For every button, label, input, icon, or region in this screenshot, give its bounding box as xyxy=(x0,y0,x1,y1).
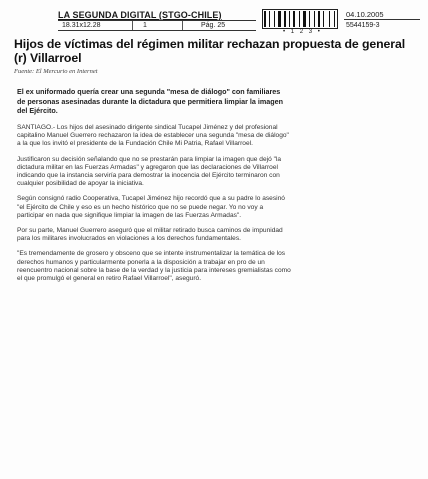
barcode-stripe xyxy=(287,11,288,27)
barcode-stripe xyxy=(274,11,275,27)
barcode-stripe xyxy=(301,11,302,27)
barcode-stripe xyxy=(334,11,335,27)
article-paragraph: Justificaron su decisión señalando que no se prestarán para limpiar la imagen que dejó "la dictadura militar en las Fuerzas Armadas" y agregaron que las declaraciones de Villarroel indicando que la instancia serviría para demostrar la inocencia del Ejército terminaron con cualquier posibilidad de apoyar la iniciativa. xyxy=(17,155,282,188)
barcode-stripe xyxy=(289,11,290,27)
article-headline: Hijos de víctimas del régimen militar rechazan propuesta de general (r) Villarroel xyxy=(14,37,406,65)
barcode-stripe xyxy=(269,11,270,27)
article-body xyxy=(17,124,292,290)
barcode-stripe xyxy=(329,11,330,27)
barcode-stripe xyxy=(318,11,320,27)
publication-name: LA SEGUNDA DIGITAL (STGO-CHILE) xyxy=(58,10,256,21)
clipping-meta-row xyxy=(58,21,256,31)
barcode-stripe xyxy=(316,11,317,27)
barcode-stripe xyxy=(314,11,315,27)
article-source: Fuente: El Mercurio en Internet xyxy=(14,68,98,75)
barcode-stripe xyxy=(323,11,324,27)
article-lead: El ex uniformado quería crear una segunda "mesa de diálogo" con familiares de personas asesinadas durante la dictadura que permitiera limpiar la imagen del Ejército. xyxy=(17,87,284,115)
barcode-stripe xyxy=(291,11,292,27)
barcode-icon xyxy=(262,9,338,29)
barcode-stripe xyxy=(271,11,273,27)
barcode-stripe xyxy=(299,11,300,27)
section-number: 1 xyxy=(132,21,182,30)
article-paragraph: SANTIAGO.- Los hijos del asesinado dirigente sindical Tucapel Jiménez y del profesional capitalino Manuel Guerrero rechazaron la idea de establecer una segunda "mesa de diálogo" a la que los invitó el presidente de la Fundación Chile Mi Patria, Rafael Villarroel. xyxy=(17,124,289,148)
clipping-size: 18.31x12.28 xyxy=(62,22,101,29)
page-number: Pág. 25 xyxy=(182,21,232,30)
barcode-stripe xyxy=(331,11,333,27)
article-paragraph: "Es tremendamente de grosero y obsceno que se intente instrumentalizar la temática de los derechos humanos y particularmente ponerla a la disposición a trabajar en pro de un reencuentro nacional sobre la base de la verdad y la justicia para intereses gremialistas como el que promulgó el general en retiro Rafael Villarroel", aseguró. xyxy=(17,250,291,283)
barcode-stripe xyxy=(278,11,281,27)
barcode-stripe xyxy=(311,11,313,27)
barcode-stripe xyxy=(296,11,298,27)
barcode-stripe xyxy=(282,11,283,27)
clipping-code: 5544159-3 xyxy=(346,22,380,29)
barcode-stripe xyxy=(321,11,322,27)
article-paragraph: Por su parte, Manuel Guerrero aseguró que el militar retirado busca caminos de impunidad para los militares involucrados en violaciones a los derechos fundamentales. xyxy=(17,227,283,243)
barcode-stripe xyxy=(325,11,328,27)
barcode-stripe xyxy=(276,11,277,27)
clipping-date: 04.10.2005 xyxy=(344,10,420,20)
barcode-stripe xyxy=(293,11,295,27)
barcode-stripe xyxy=(264,11,266,27)
barcode-stripe xyxy=(309,11,310,27)
article-paragraph: Según consignó radio Cooperativa, Tucapel Jiménez hijo recordó que a su padre lo asesinó "el Ejército de Chile y eso es un hecho histórico que no se puede negar. Yo no voy a participar en nada que signifique limpiar la imagen de las Fuerzas Armadas". xyxy=(17,195,285,219)
barcode-stripe xyxy=(267,11,268,27)
barcode-stripe xyxy=(307,11,308,27)
barcode-stripe xyxy=(303,11,306,27)
barcode-marks: • 1 2 3 • xyxy=(283,29,322,35)
barcode-stripe xyxy=(284,11,286,27)
